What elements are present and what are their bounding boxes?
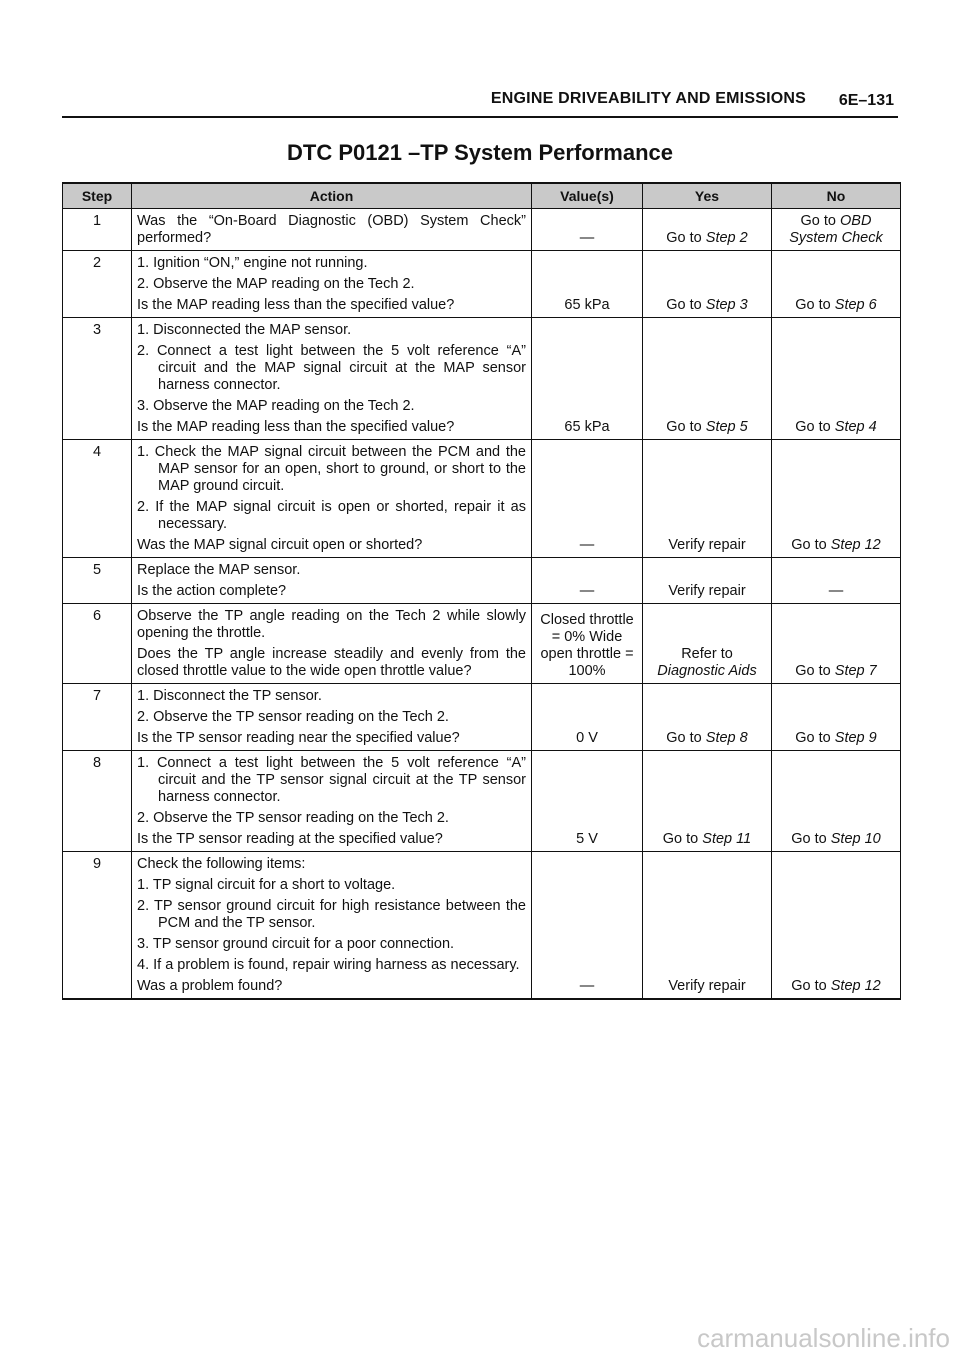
action-cell — [132, 318, 532, 440]
yes-text: Go to — [666, 419, 702, 435]
value-cell: — — [532, 440, 643, 558]
yes-cell — [643, 684, 772, 751]
watermark: carmanualsonline.info — [697, 1323, 950, 1353]
action-line: 3. Observe the MAP reading on the Tech 2. — [137, 398, 415, 414]
table-row — [63, 684, 901, 751]
action-line: 2. Observe the TP sensor reading on the Tech 2. — [137, 709, 449, 725]
action-cell — [132, 558, 532, 604]
yes-cell — [643, 251, 772, 318]
col-header-step: Step — [63, 183, 132, 209]
action-line: 1. Disconnect the TP sensor. — [137, 688, 322, 704]
page-number: 6E–131 — [838, 92, 894, 109]
step-number: 5 — [63, 558, 132, 604]
action-line: Was the “On-Board Diagnostic (OBD) System Check” performed? — [137, 213, 526, 246]
action-line: Is the TP sensor reading at the specified value? — [137, 831, 443, 847]
no-text: Go to — [795, 419, 831, 435]
no-cell — [772, 209, 901, 251]
action-cell — [132, 684, 532, 751]
yes-cell — [643, 318, 772, 440]
no-text: Go to — [795, 663, 831, 679]
table-header-row — [63, 183, 901, 209]
no-text: — — [828, 583, 844, 599]
yes-cell — [643, 209, 772, 251]
col-header-values: Value(s) — [532, 183, 643, 209]
no-cell — [772, 604, 901, 684]
no-step-reference: Step 10 — [830, 831, 881, 847]
yes-text: Verify repair — [668, 583, 746, 599]
yes-step-reference: Step 11 — [702, 831, 752, 847]
table-row — [63, 852, 901, 1000]
section-title: ENGINE DRIVEABILITY AND EMISSIONS — [490, 90, 806, 107]
no-step-reference: Step 7 — [834, 663, 877, 679]
action-line: Is the MAP reading less than the specified value? — [137, 419, 455, 435]
action-line: 3. TP sensor ground circuit for a poor connection. — [137, 936, 455, 952]
yes-text: Refer to — [681, 646, 733, 662]
action-line: Was the MAP signal circuit open or shorted? — [137, 537, 423, 553]
diagnostic-table — [62, 182, 901, 1000]
table-row — [63, 558, 901, 604]
no-cell — [772, 684, 901, 751]
value-cell: — — [532, 558, 643, 604]
action-line: 2. TP sensor ground circuit for high resistance between the PCM and the TP sensor. — [137, 898, 526, 931]
no-cell — [772, 318, 901, 440]
action-line: Is the action complete? — [137, 583, 287, 599]
no-text: Go to — [791, 831, 827, 847]
action-line: 1. TP signal circuit for a short to voltage. — [137, 877, 396, 893]
value-cell: 5 V — [532, 751, 643, 852]
action-line: Was a problem found? — [137, 978, 283, 994]
yes-text: Verify repair — [668, 978, 746, 994]
value-cell: 65 kPa — [532, 318, 643, 440]
table-row — [63, 751, 901, 852]
table-row — [63, 209, 901, 251]
no-cell — [772, 558, 901, 604]
no-step-reference: Step 6 — [834, 297, 877, 313]
action-line: 1. Ignition “ON,” engine not running. — [137, 255, 368, 271]
page-header — [62, 88, 898, 118]
action-cell — [132, 440, 532, 558]
no-step-reference: Step 12 — [830, 978, 881, 994]
action-cell — [132, 751, 532, 852]
table-row — [63, 604, 901, 684]
action-line: Does the TP angle increase steadily and evenly from the closed throttle value to the wide open throttle value? — [137, 646, 526, 679]
col-header-no: No — [772, 183, 901, 209]
action-cell — [132, 852, 532, 1000]
no-cell — [772, 440, 901, 558]
no-step-reference: Step 9 — [834, 730, 877, 746]
step-number: 2 — [63, 251, 132, 318]
no-cell — [772, 852, 901, 1000]
table-row — [63, 440, 901, 558]
step-number: 4 — [63, 440, 132, 558]
action-line: 2. Observe the TP sensor reading on the Tech 2. — [137, 810, 449, 826]
yes-text: Go to — [666, 230, 702, 246]
step-number: 6 — [63, 604, 132, 684]
yes-step-reference: Step 2 — [705, 230, 748, 246]
action-line: Observe the TP angle reading on the Tech 2 while slowly opening the throttle. — [137, 608, 526, 641]
no-step-reference: Step 4 — [834, 419, 877, 435]
action-line: Is the TP sensor reading near the specified value? — [137, 730, 460, 746]
yes-text: Go to — [666, 730, 702, 746]
step-number: 8 — [63, 751, 132, 852]
action-line: Replace the MAP sensor. — [137, 562, 301, 578]
yes-cell — [643, 440, 772, 558]
table-row — [63, 251, 901, 318]
step-number: 1 — [63, 209, 132, 251]
action-line: 1. Disconnected the MAP sensor. — [137, 322, 352, 338]
action-cell — [132, 604, 532, 684]
action-line: 1. Connect a test light between the 5 volt reference “A” circuit and the TP sensor signal circuit at the TP sensor harness connector. — [137, 755, 526, 805]
value-cell: 0 V — [532, 684, 643, 751]
step-number: 9 — [63, 852, 132, 1000]
no-text: Go to — [795, 297, 831, 313]
step-number: 3 — [63, 318, 132, 440]
yes-cell — [643, 558, 772, 604]
no-cell — [772, 251, 901, 318]
yes-step-reference: Step 3 — [705, 297, 748, 313]
no-cell — [772, 751, 901, 852]
action-line: 2. If the MAP signal circuit is open or shorted, repair it as necessary. — [137, 499, 526, 532]
yes-step-reference: Diagnostic Aids — [657, 663, 757, 679]
no-text: Go to — [795, 730, 831, 746]
yes-cell — [643, 852, 772, 1000]
action-line: Is the MAP reading less than the specified value? — [137, 297, 455, 313]
yes-step-reference: Step 5 — [705, 419, 748, 435]
yes-step-reference: Step 8 — [705, 730, 748, 746]
value-cell: 65 kPa — [532, 251, 643, 318]
page-title: DTC P0121 –TP System Performance — [287, 140, 673, 165]
no-text: Go to — [791, 978, 827, 994]
value-cell: — — [532, 852, 643, 1000]
table-row — [63, 318, 901, 440]
action-line: 4. If a problem is found, repair wiring harness as necessary. — [137, 957, 520, 973]
yes-text: Verify repair — [668, 537, 746, 553]
no-step-reference: Step 12 — [830, 537, 881, 553]
col-header-yes: Yes — [643, 183, 772, 209]
no-text: Go to — [791, 537, 827, 553]
no-step-reference: OBD System Check — [789, 213, 883, 246]
value-cell: — — [532, 209, 643, 251]
yes-text: Go to — [666, 297, 702, 313]
no-text: Go to — [800, 213, 836, 229]
action-line: 2. Observe the MAP reading on the Tech 2. — [137, 276, 415, 292]
action-cell — [132, 209, 532, 251]
action-line: Check the following items: — [137, 856, 306, 872]
action-cell — [132, 251, 532, 318]
yes-text: Go to — [662, 831, 699, 847]
action-line: 1. Check the MAP signal circuit between the PCM and the MAP sensor for an open, short to ground, or short to the MAP ground circuit. — [137, 444, 526, 494]
yes-cell — [643, 604, 772, 684]
action-line: 2. Connect a test light between the 5 volt reference “A” circuit and the MAP signal circuit at the MAP sensor harness connector. — [137, 343, 526, 393]
step-number: 7 — [63, 684, 132, 751]
yes-cell — [643, 751, 772, 852]
col-header-action: Action — [132, 183, 532, 209]
value-cell: Closed throttle = 0% Wide open throttle = 100% — [532, 604, 643, 684]
